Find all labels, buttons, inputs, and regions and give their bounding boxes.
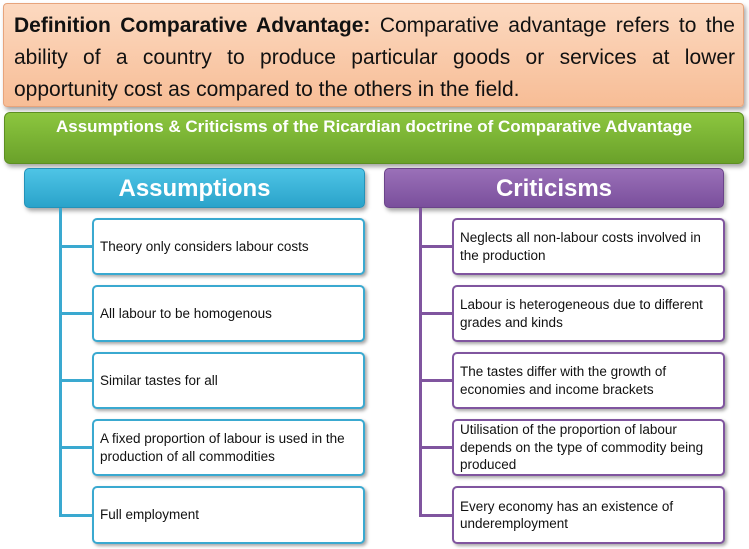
criticisms-tree-branch	[419, 514, 452, 517]
criticism-item: Labour is heterogeneous due to different grades and kinds	[452, 285, 725, 342]
criticisms-tree-trunk	[419, 208, 422, 517]
assumptions-tree-branch	[59, 379, 92, 382]
assumption-item: Similar tastes for all	[92, 352, 365, 409]
assumptions-tree-branch	[59, 312, 92, 315]
criticisms-heading: Criticisms	[384, 168, 724, 208]
definition-lead: Definition Comparative Advantage:	[14, 14, 371, 37]
criticism-item: Neglects all non-labour costs involved in the production	[452, 218, 725, 275]
criticism-item: Every economy has an existence of underemployment	[452, 486, 725, 544]
criticism-item: The tastes differ with the growth of economies and income brackets	[452, 352, 725, 409]
definition-box	[3, 3, 744, 107]
assumptions-tree-branch	[59, 446, 92, 449]
assumptions-heading: Assumptions	[24, 168, 365, 208]
criticism-item: Utilisation of the proportion of labour depends on the type of commodity being produced	[452, 419, 725, 476]
criticisms-tree-branch	[419, 379, 452, 382]
definition-text: Comparative advantage refers to the ability of a country to produce particular goods or services at lower opportunity cost as compared to the others in the field.	[14, 14, 735, 101]
assumptions-tree-branch	[59, 514, 92, 517]
assumption-item: Theory only considers labour costs	[92, 218, 365, 275]
criticisms-tree-branch	[419, 446, 452, 449]
assumptions-tree-trunk	[59, 208, 62, 517]
assumption-item: Full employment	[92, 486, 365, 544]
diagram-title-banner: Assumptions & Criticisms of the Ricardian doctrine of Comparative Advantage	[4, 112, 744, 164]
criticisms-tree-branch	[419, 312, 452, 315]
assumption-item: All labour to be homogenous	[92, 285, 365, 342]
assumption-item: A fixed proportion of labour is used in the production of all commodities	[92, 419, 365, 476]
criticisms-tree-branch	[419, 245, 452, 248]
assumptions-tree-branch	[59, 245, 92, 248]
